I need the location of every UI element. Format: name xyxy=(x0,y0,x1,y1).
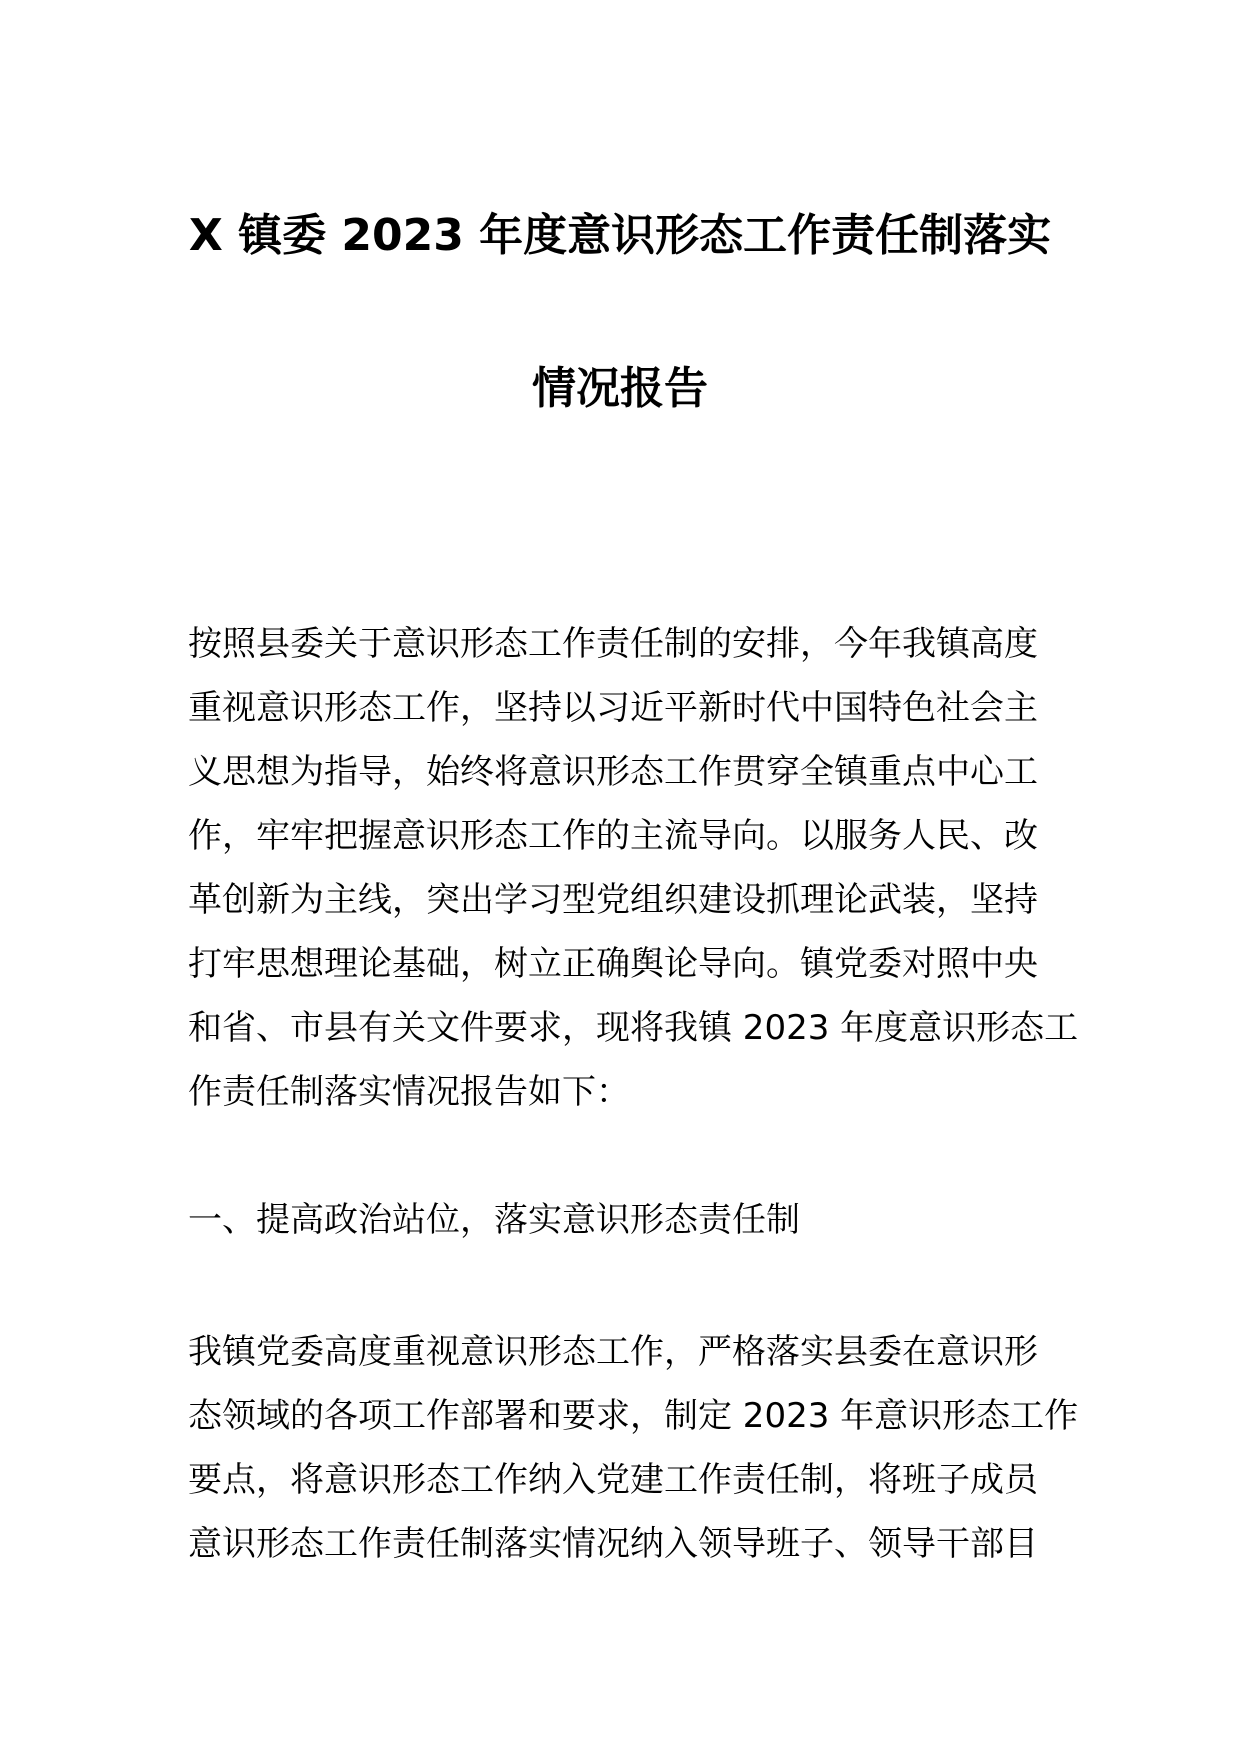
paragraph-line: 重视意识形态工作，坚持以习近平新时代中国特色社会主 xyxy=(188,688,1038,728)
paragraph-line: 作，牢牢把握意识形态工作的主流导向。以服务人民、改 xyxy=(188,816,1038,856)
paragraph-line: 革创新为主线，突出学习型党组织建设抓理论武装，坚持 xyxy=(188,880,1038,920)
paragraph-line: 作责任制落实情况报告如下： xyxy=(188,1072,630,1112)
section-heading-text: 一、提高政治站位，落实意识形态责任制 xyxy=(188,1200,800,1240)
intro-paragraph xyxy=(188,612,1079,1124)
paragraph-line: 义思想为指导，始终将意识形态工作贯穿全镇重点中心工 xyxy=(188,752,1038,792)
section-heading xyxy=(188,1188,1052,1252)
document-title-line-2: 情况报告 xyxy=(532,363,708,414)
document-title-line-1: X 镇委 2023 年度意识形态工作责任制落实 xyxy=(188,210,1052,261)
paragraph-line: 打牢思想理论基础，树立正确舆论导向。镇党委对照中央 xyxy=(188,944,1038,984)
paragraph-line: 态领域的各项工作部署和要求，制定 2023 年意识形态工作 xyxy=(188,1396,1079,1436)
paragraph-line: 我镇党委高度重视意识形态工作，严格落实县委在意识形 xyxy=(188,1332,1038,1372)
paragraph-line: 要点，将意识形态工作纳入党建工作责任制，将班子成员 xyxy=(188,1460,1038,1500)
paragraph-line: 意识形态工作责任制落实情况纳入领导班子、领导干部目 xyxy=(188,1524,1038,1564)
paragraph-line: 和省、市县有关文件要求，现将我镇 2023 年度意识形态工 xyxy=(188,1008,1079,1048)
section-paragraph xyxy=(188,1320,1079,1576)
paragraph-line: 按照县委关于意识形态工作责任制的安排，今年我镇高度 xyxy=(188,624,1038,664)
